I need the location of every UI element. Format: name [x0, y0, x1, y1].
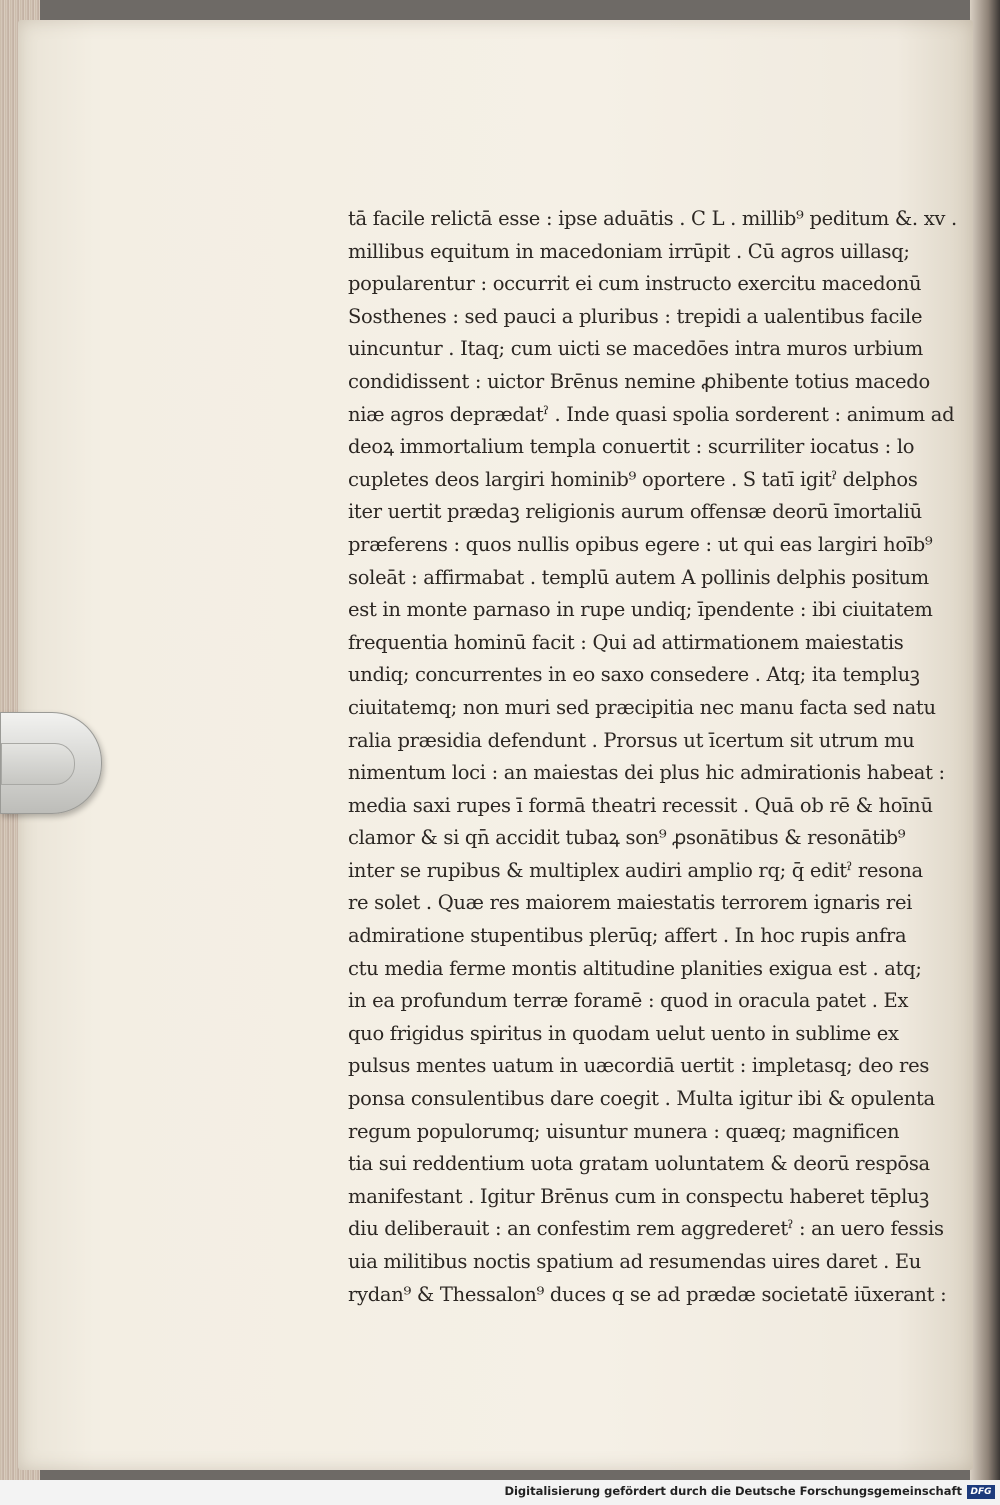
text-line: undiq; concurrentes in eo saxo consedere . Atq; ita templuꝫ: [348, 663, 920, 687]
text-line: soleāt : affirmabat . templū autem A pollinis delphis positum: [348, 565, 929, 589]
footer-bar: [0, 1480, 1000, 1505]
text-line: nimentum loci : an maiestas dei plus hic admirationis habeat :: [348, 761, 945, 785]
footer-credit: Digitalisierung gefördert durch die Deutsche Forschungsgemeinschaft: [504, 1484, 962, 1498]
text-line: iter uertit prædaꝫ religionis aurum offensæ deorū īmortaliū: [348, 500, 922, 524]
text-block: [348, 203, 957, 1311]
text-line: pulsus mentes uatum in uæcordiā uertit : impletasq; deo res: [348, 1054, 930, 1078]
text-line: deoꝝ immortalium templa conuertit : scurriliter iocatus : lo: [348, 435, 915, 459]
text-line: millibus equitum in macedoniam irrūpit . Cū agros uillasq;: [348, 239, 910, 263]
dfg-logo: DFG: [967, 1485, 995, 1499]
book-page: [18, 20, 973, 1470]
text-line: ponsa consulentibus dare coegit . Multa igitur ibi & opulenta: [348, 1087, 935, 1111]
text-line: inter se rupibus & multiplex audiri amplio rq; q̄ editˀ resona: [348, 858, 923, 882]
text-line: ctu media ferme montis altitudine planities exigua est . atq;: [348, 956, 922, 980]
text-line: frequentia hominū facit : Qui ad attirmationem maiestatis: [348, 630, 904, 654]
book-fore-edge: [970, 0, 1000, 1480]
text-line: quo frigidus spiritus in quodam uelut uento in sublime ex: [348, 1021, 899, 1045]
text-line: tia sui reddentium uota gratam uoluntatem & deorū respōsa: [348, 1152, 930, 1176]
text-line: admiratione stupentibus plerūq; affert . In hoc rupis anfra: [348, 924, 907, 948]
text-line: regum populorumq; uisuntur munera : quæq; magnificen: [348, 1119, 900, 1143]
text-line: popularentur : occurrit ei cum instructo exercitu macedonū: [348, 272, 922, 296]
text-line: Sosthenes : sed pauci a pluribus : trepidi a ualentibus facile: [348, 304, 923, 328]
text-line: ciuitatemq; non muri sed præcipitia nec manu facta sed natu: [348, 695, 936, 719]
text-line: clamor & si qn̄ accidit tubaꝝ son⁹ ꝓsonātibus & resonātib⁹: [348, 826, 906, 850]
text-line: re solet . Quæ res maiorem maiestatis terrorem ignaris rei: [348, 891, 913, 915]
text-line: condidissent : uictor Brēnus nemine ꝓhibente totius macedo: [348, 369, 930, 393]
text-line: præferens : quos nullis opibus egere : ut qui eas largiri hoīb⁹: [348, 532, 933, 556]
text-line: niæ agros deprædatˀ . Inde quasi spolia sorderent : animum ad: [348, 402, 955, 426]
text-line: media saxi rupes ī formā theatri recessit . Quā ob rē & hoīnū: [348, 793, 933, 817]
text-line: uia militibus noctis spatium ad resumendas uires daret . Eu: [348, 1250, 922, 1273]
text-line: est in monte parnaso in rupe undiq; īpendente : ibi ciuitatem: [348, 598, 933, 622]
text-line: cupletes deos largiri hominib⁹ oportere . S tatī igitˀ delphos: [348, 467, 918, 491]
text-line: tā facile relictā esse : ipse aduātis . C L . millib⁹ peditum &. xv .: [348, 207, 957, 230]
page-clip: [0, 712, 102, 814]
page-clip-slot: [1, 743, 75, 785]
text-line: manifestant . Igitur Brēnus cum in conspectu haberet tēpluꝫ: [348, 1184, 929, 1208]
text-line: diu deliberauit : an confestim rem aggrederetˀ : an uero fessis: [348, 1217, 944, 1241]
text-line: rydan⁹ & Thessalon⁹ duces q se ad prædæ societatē iūxerant :: [348, 1282, 947, 1306]
text-line: uincuntur . Itaq; cum uicti se macedōes intra muros urbium: [348, 337, 923, 361]
text-line: in ea profundum terræ foramē : quod in oracula patet . Ex: [348, 989, 909, 1013]
text-line: ralia præsidia defendunt . Prorsus ut īcertum sit utrum mu: [348, 728, 915, 752]
